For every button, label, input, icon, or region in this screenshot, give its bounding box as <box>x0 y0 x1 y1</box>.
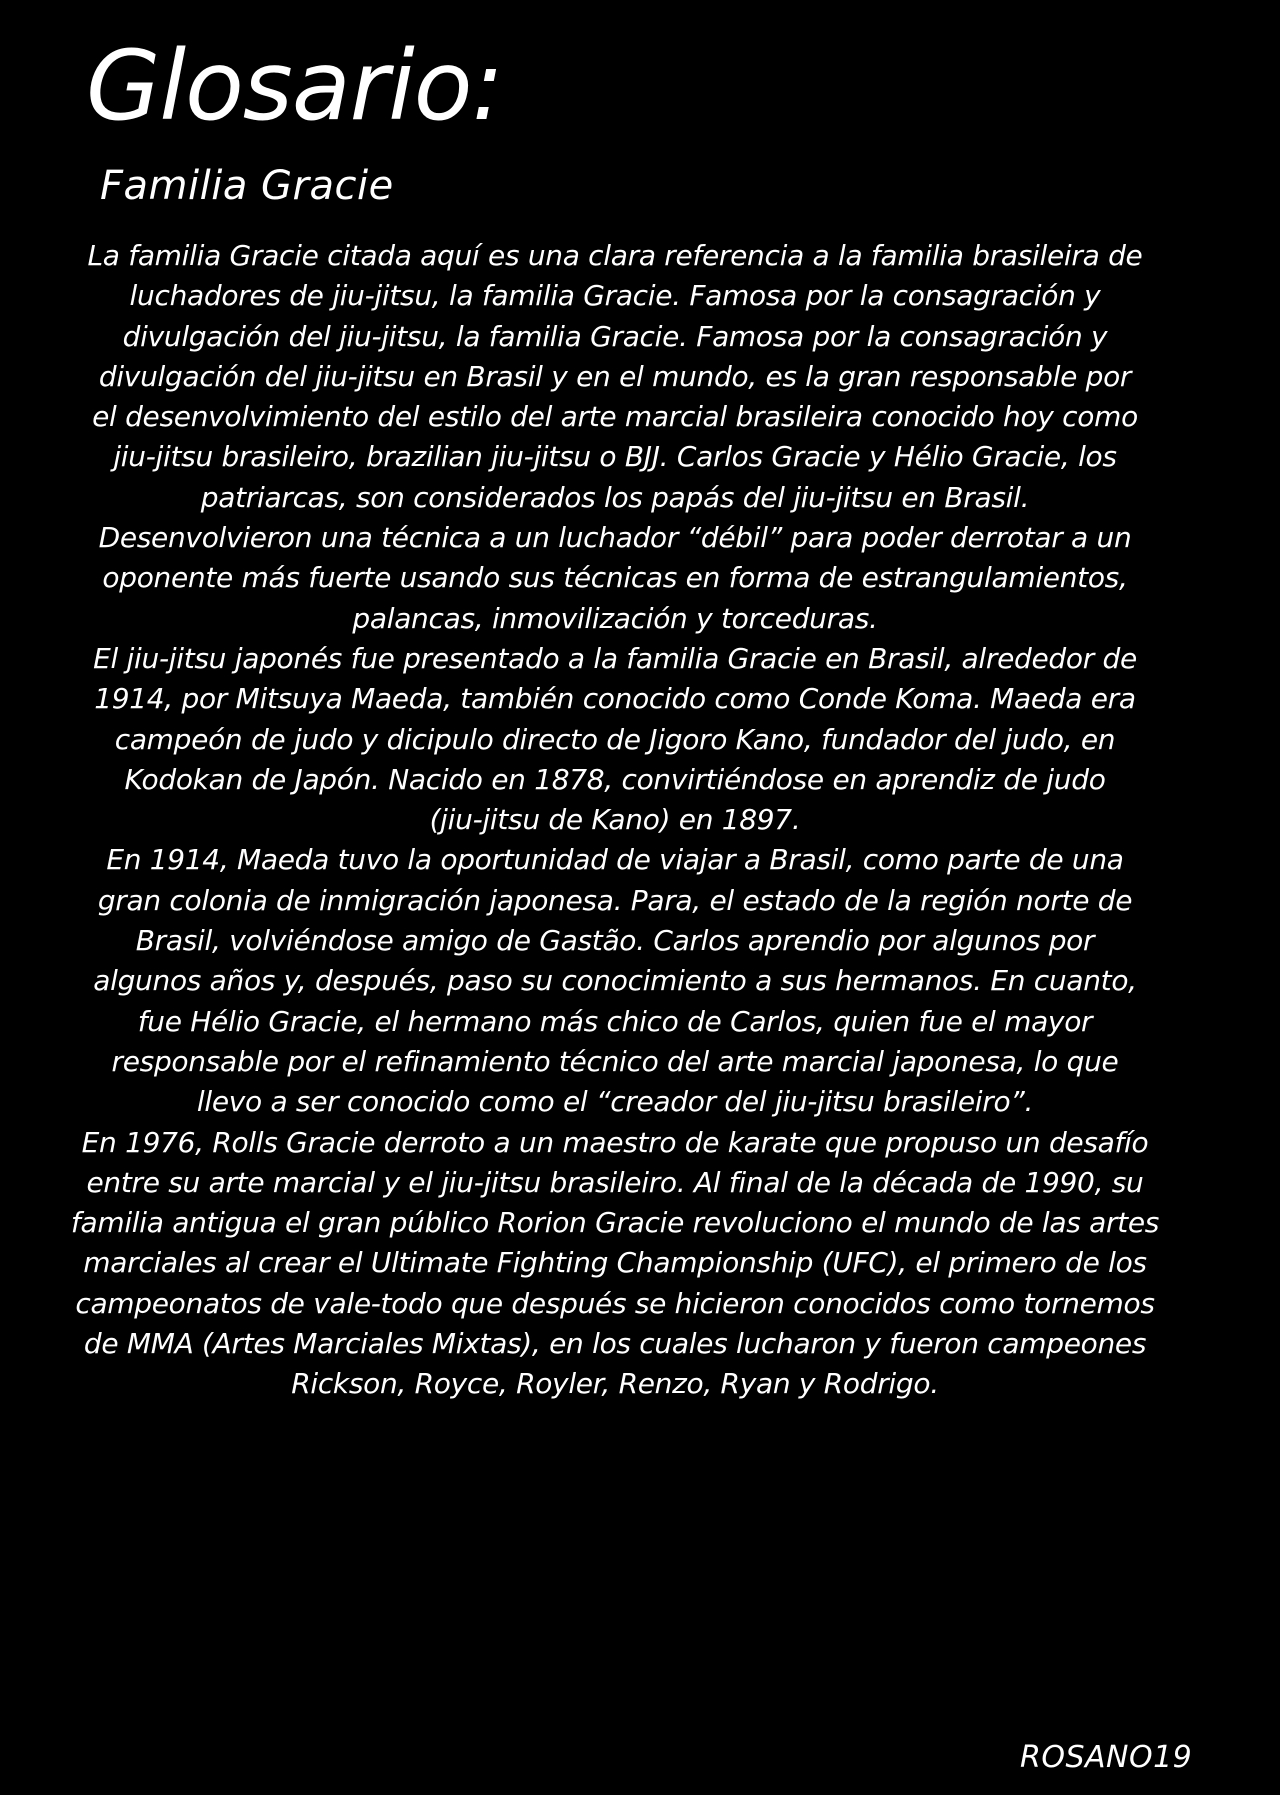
body-line: responsable por el refinamiento técnico del arte marcial japonesa, lo que <box>111 1044 1119 1078</box>
body-line: el desenvolvimiento del estilo del arte marcial brasileira conocido hoy como <box>92 400 1138 434</box>
body-line: entre su arte marcial y el jiu-jitsu brasileiro. Al final de la década de 1990, su <box>86 1165 1144 1199</box>
body-line: jiu-jitsu brasileiro, brazilian jiu-jitsu o BJJ. Carlos Gracie y Hélio Gracie, los <box>113 440 1117 474</box>
body-line: La familia Gracie citada aquí es una clara referencia a la familia brasileira de <box>87 239 1143 272</box>
body-line: 1914, por Mitsuya Maeda, también conocido como Conde Koma. Maeda era <box>94 682 1136 716</box>
body-line: patriarcas, son considerados los papás del jiu-jitsu en Brasil. <box>200 480 1030 514</box>
body-line: Brasil, volviéndose amigo de Gastão. Carlos aprendio por algunos por <box>135 924 1095 958</box>
body-line: familia antigua el gran público Rorion Gracie revoluciono el mundo de las artes <box>70 1206 1160 1240</box>
body-line: luchadores de jiu-jitsu, la familia Gracie. Famosa por la consagración y <box>129 279 1101 313</box>
body-line: (jiu-jitsu de Kano) en 1897. <box>429 803 801 837</box>
body-line: Rickson, Royce, Royler, Renzo, Ryan y Rodrigo. <box>291 1367 939 1401</box>
body-line: marciales al crear el Ultimate Fighting Championship (UFC), el primero de los <box>83 1246 1147 1280</box>
body-line: de MMA (Artes Marciales Mixtas), en los cuales lucharon y fueron campeones <box>83 1327 1147 1361</box>
body-line: Kodokan de Japón. Nacido en 1878, convirtiéndose en aprendiz de judo <box>124 762 1106 796</box>
page-title: Glosario: <box>86 30 503 142</box>
body-line: fue Hélio Gracie, el hermano más chico de Carlos, quien fue el mayor <box>137 1004 1093 1038</box>
body-line: campeonatos de vale-todo que después se hicieron conocidos como tornemos <box>75 1286 1155 1320</box>
section-subtitle: Familia Gracie <box>100 163 394 209</box>
author-signature: ROSANO19 <box>1020 1740 1193 1775</box>
body-line: divulgación del jiu-jitsu, la familia Gracie. Famosa por la consagración y <box>122 319 1108 353</box>
body-line: Desenvolvieron una técnica a un luchador “débil” para poder derrotar a un <box>98 521 1132 555</box>
glossary-body <box>20 236 1210 1405</box>
body-line: llevo a ser conocido como el “creador del jiu-jitsu brasileiro”. <box>196 1085 1034 1119</box>
body-line: oponente más fuerte usando sus técnicas en forma de estrangulamientos, <box>102 561 1128 595</box>
body-line: palancas, inmovilización y torceduras. <box>352 601 878 635</box>
body-line: divulgación del jiu-jitsu en Brasil y en el mundo, es la gran responsable por <box>98 359 1132 393</box>
body-line: El jiu-jitsu japonés fue presentado a la familia Gracie en Brasil, alrededor de <box>93 641 1137 675</box>
body-line: gran colonia de inmigración japonesa. Para, el estado de la región norte de <box>97 883 1133 917</box>
body-line: En 1914, Maeda tuvo la oportunidad de viajar a Brasil, como parte de una <box>106 843 1124 877</box>
body-line: En 1976, Rolls Gracie derroto a un maestro de karate que propuso un desafío <box>81 1125 1149 1159</box>
body-line: algunos años y, después, paso su conocimiento a sus hermanos. En cuanto, <box>93 964 1137 998</box>
body-line: campeón de judo y dicipulo directo de Jigoro Kano, fundador del judo, en <box>114 722 1116 756</box>
